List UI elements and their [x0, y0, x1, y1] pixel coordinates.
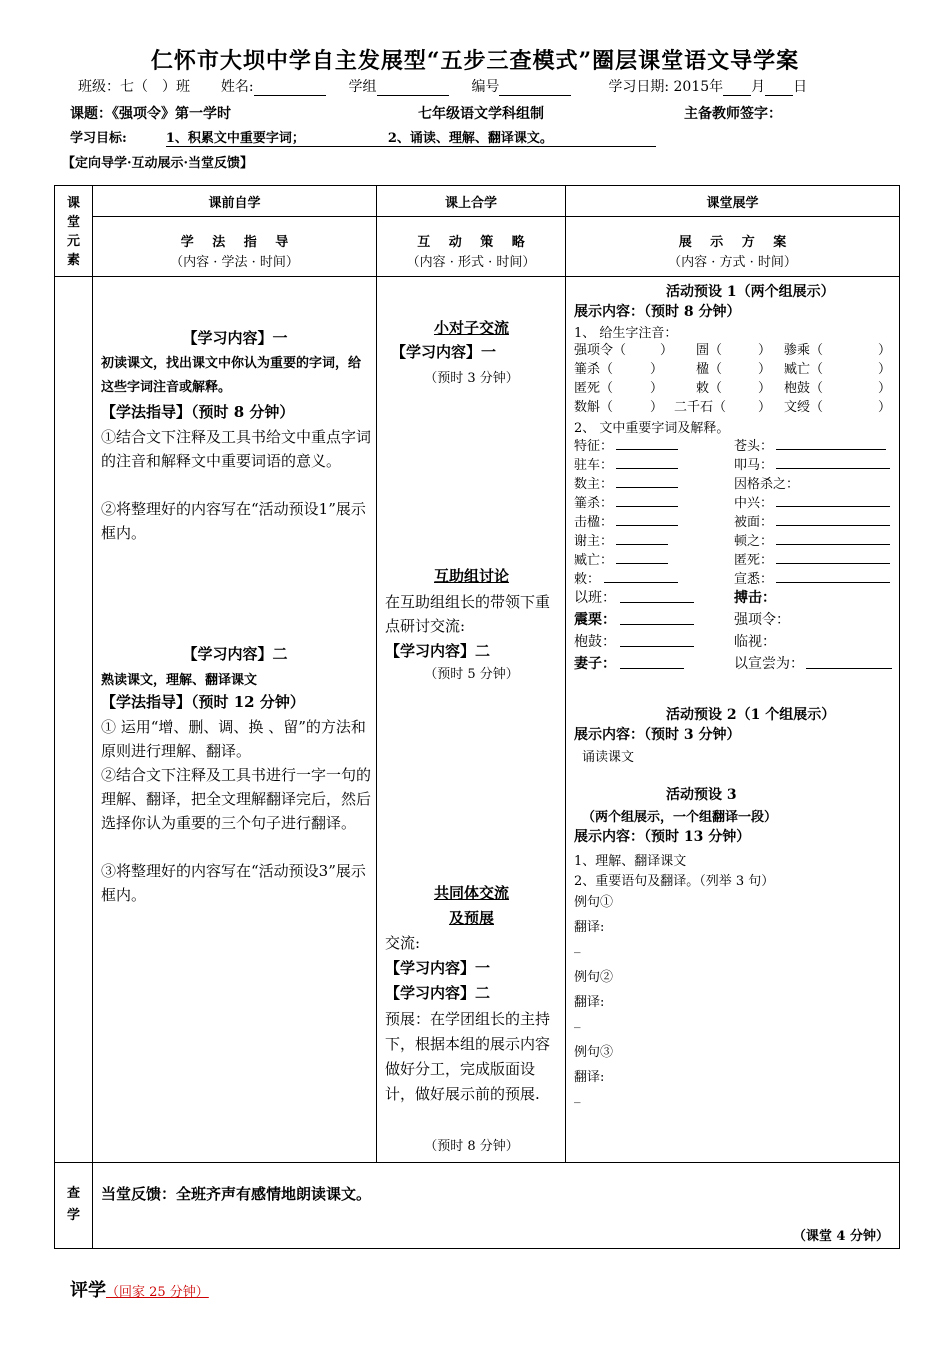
- topic-label: 课题：《强项令》第一学时: [70, 106, 231, 122]
- day-label: 日: [793, 79, 808, 95]
- info-line: [78, 76, 807, 96]
- element-header: 课堂元素: [66, 196, 80, 268]
- team-content-1: 【学习内容】一: [385, 959, 491, 977]
- activity-1-q1: 1、 给生字注音：: [574, 326, 678, 341]
- sub-self-study: 学 法 指 导 （内容 · 学法 · 时间）: [93, 217, 377, 277]
- team-title-2: 及预展: [448, 909, 494, 927]
- phonetic-grid: [574, 339, 896, 415]
- content-1-text: 初读课文，找出课文中你认为重要的字词，给这些字词注音或解释。: [101, 356, 362, 395]
- eval-label: 评学: [70, 1280, 106, 1301]
- group-field[interactable]: [377, 81, 449, 96]
- activity-1-q2: 2、 文中重要字词及解释。: [574, 421, 730, 436]
- cooperative-cell: [377, 277, 566, 1163]
- content-2-step-1: ① 运用“增、删、调、换 、留”的方法和原则进行理解、翻译。: [101, 718, 366, 760]
- class-label: 班级：七（ ）班: [78, 79, 190, 95]
- check-time: （课堂 4 分钟）: [792, 1229, 889, 1244]
- group-time: （预时 5 分钟）: [424, 667, 519, 682]
- activity-1-title: 活动预设 1（两个组展示）: [666, 284, 835, 300]
- translation-1: 翻译:: [574, 920, 605, 935]
- vocab-row: 击楹： 被面：: [574, 511, 896, 530]
- steps-banner: 【定向导学·互动展示·当堂反馈】: [62, 156, 254, 171]
- vocab-row: 以班： 搏击：: [574, 590, 776, 606]
- number-field[interactable]: [499, 81, 571, 96]
- activity-3-content: 展示内容：（预时 13 分钟）: [574, 829, 751, 845]
- self-study-cell: [93, 277, 377, 1163]
- vocab-row: 特征： 苍头：: [574, 435, 896, 454]
- translation-3: 翻译:: [574, 1070, 605, 1085]
- vocab-row: 妻子： 以宣尝为：: [574, 653, 896, 675]
- example-1: 例句①: [574, 895, 614, 910]
- vocab-row: 敕： 宣悉：: [574, 568, 896, 587]
- vocab-grid: [574, 435, 896, 587]
- content-1-guide: 【学法指导】（预时 8 分钟）: [101, 403, 295, 421]
- activity-2-title: 活动预设 2（1 个组展示）: [666, 707, 836, 723]
- name-label: 姓名:: [220, 79, 254, 95]
- group-label: 学组: [348, 79, 377, 95]
- vocab-row: 驻车： 叩马：: [574, 454, 896, 473]
- vocab-row: 震栗： 强项令：: [574, 612, 790, 628]
- col-display: 课堂展学: [566, 186, 900, 217]
- phonetic-row: 强项令（ ） 圄（ ） 骖乘（ ）: [574, 343, 892, 358]
- blank-element-cell: [55, 277, 93, 1163]
- activity-2-text: 诵读课文: [582, 750, 635, 765]
- vocab-row: 谢主： 顿之：: [574, 530, 896, 549]
- col-cooperative: 课上合学: [377, 186, 566, 217]
- element-header-cell: [55, 186, 93, 277]
- goal-1: 1、积累文中重要字词；: [166, 127, 388, 147]
- group-content: 【学习内容】二: [385, 642, 491, 660]
- dash-2: _: [574, 1014, 581, 1029]
- team-title-1: 共同体交流: [433, 884, 509, 902]
- eval-time: （回家 25 分钟）: [106, 1285, 209, 1300]
- subject-group: 七年级语文学科组制: [418, 106, 544, 122]
- phonetic-row: 数斛（ ） 二千石（ ） 文绶（ ）: [574, 400, 892, 415]
- content-1-title: 【学习内容】一: [182, 329, 288, 347]
- pair-time: （预时 3 分钟）: [424, 371, 519, 386]
- group-text: 在互助组组长的带领下重点研讨交流:: [385, 593, 551, 635]
- month-field[interactable]: [723, 81, 751, 96]
- sub-display: 展 示 方 案 （内容 · 方式 · 时间）: [566, 217, 900, 277]
- date-label: 学习日期: 2015年: [608, 79, 724, 95]
- activity-2-content: 展示内容：（预时 3 分钟）: [574, 727, 741, 743]
- dash-1: _: [574, 939, 581, 954]
- check-cell: [93, 1163, 900, 1249]
- goal-2: 2、诵读、理解、翻译课文。: [388, 127, 656, 147]
- content-2-text: 熟读课文，理解、翻译课文: [101, 673, 258, 688]
- vocab-row: 枹鼓： 临视：: [574, 634, 776, 650]
- content-2-title: 【学习内容】二: [182, 645, 288, 663]
- phonetic-row: 匿死（ ） 敕（ ） 枹鼓（ ）: [574, 381, 892, 396]
- display-cell: [566, 277, 900, 1163]
- goal-label: 学习目标:: [70, 131, 127, 146]
- team-preview: 预展：在学团组长的主持下，根据本组的展示内容做好分工，完成版面设计，做好展示前的预展.: [385, 1010, 551, 1103]
- check-label: 查学: [66, 1186, 80, 1223]
- team-content-2: 【学习内容】二: [385, 984, 491, 1002]
- phonetic-row: 箠杀（ ） 楹（ ） 臧亡（ ）: [574, 362, 892, 377]
- pair-title: 小对子交流: [433, 319, 509, 337]
- dash-3: _: [574, 1089, 581, 1104]
- col-self-study: 课前自学: [93, 186, 377, 217]
- activity-3-q2: 2、重要语句及翻译。（列举 3 句）: [574, 874, 775, 889]
- vocab-row: 箠杀： 中兴：: [574, 492, 896, 511]
- content-1-step-1: ①结合文下注释及工具书给文中重点字词的注音和解释文中重要词语的意义。: [101, 428, 372, 470]
- translation-2: 翻译:: [574, 995, 605, 1010]
- learning-goals: [70, 127, 656, 147]
- pair-content: 【学习内容】一: [391, 343, 497, 361]
- activity-1-content: 展示内容：（预时 8 分钟）: [574, 304, 741, 320]
- sub-cooperative: 互 动 策 略 （内容 · 形式 · 时间）: [377, 217, 566, 277]
- number-label: 编号: [471, 79, 500, 95]
- activity-3-sub: （两个组展示，一个组翻译一段）: [582, 810, 778, 825]
- check-feedback: 当堂反馈：全班齐声有感情地朗读课文。: [101, 1185, 372, 1203]
- content-1-step-2: ②将整理好的内容写在“活动预设1”展示框内。: [101, 500, 366, 542]
- team-time: （预时 8 分钟）: [424, 1139, 519, 1154]
- page-title: 仁怀市大坝中学自主发展型“五步三查模式”圈层课堂语文导学案: [150, 48, 800, 74]
- month-label: 月: [751, 79, 766, 95]
- vocab-row: 臧亡： 匿死：: [574, 549, 896, 568]
- guide-table: [54, 185, 900, 1249]
- group-title: 互助组讨论: [433, 567, 509, 585]
- teacher-sign: 主备教师签字：: [684, 106, 782, 122]
- content-2-step-3: ③将整理好的内容写在“活动预设3”展示框内。: [101, 862, 366, 904]
- example-2: 例句②: [574, 970, 614, 985]
- check-label-cell: [55, 1163, 93, 1249]
- day-field[interactable]: [765, 81, 793, 96]
- activity-3-q1: 1、理解、翻译课文: [574, 854, 687, 869]
- eval-section: [70, 1276, 209, 1302]
- activity-3-title: 活动预设 3: [666, 787, 737, 803]
- vocab-row: 数主： 因格杀之：: [574, 477, 800, 492]
- vocab-grid-2: [574, 587, 896, 675]
- name-field[interactable]: [254, 81, 326, 96]
- team-exchange: 交流:: [385, 934, 421, 952]
- example-3: 例句③: [574, 1045, 614, 1060]
- content-2-step-2: ②结合文下注释及工具书进行一字一句的理解、翻译，把全文理解翻译完后，然后选择你认为重要的三个句子进行翻译。: [101, 766, 372, 832]
- content-2-guide: 【学法指导】（预时 12 分钟）: [101, 693, 305, 711]
